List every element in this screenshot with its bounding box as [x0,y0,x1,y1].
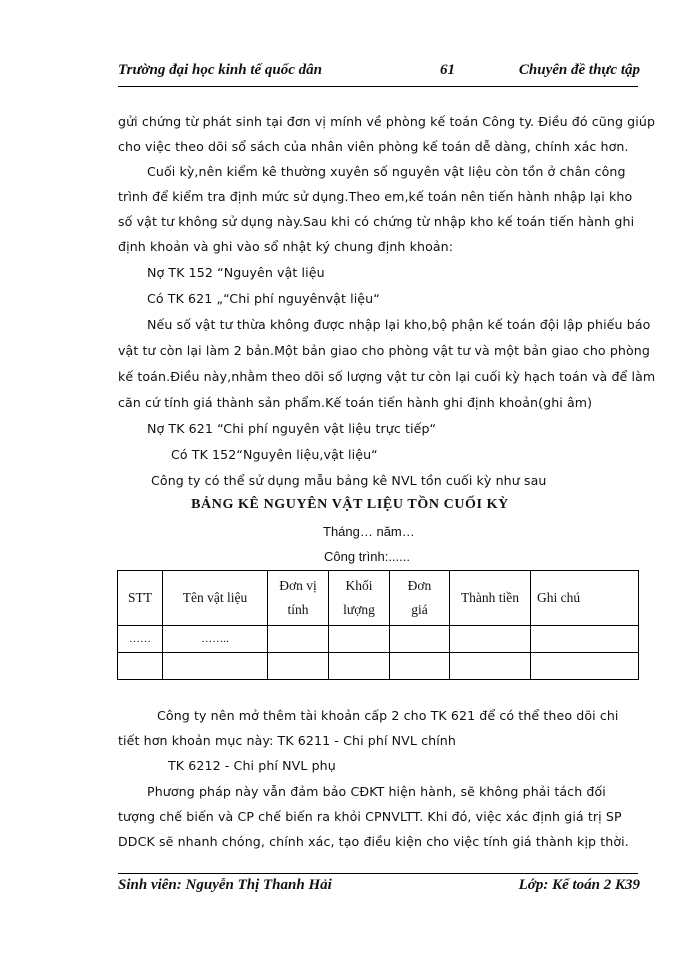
form-month-line: Tháng… năm… [323,524,415,539]
body-line: TK 6212 - Chi phí NVL phụ [168,758,336,773]
body-line: số vật tư không sử dụng này.Sau khi có chứng từ nhập kho kế toán tiến hành ghi [118,214,635,229]
col-header-stt: STT [118,571,163,626]
cell-unit [268,626,329,653]
body-line: tượng chế biến và CP chế biến ra khỏi CPNVLTT. Khi đó, việc xác định giá trị SP [118,809,622,824]
body-line: Cuối kỳ,nên kiểm kê thường xuyên số nguyên vật liệu còn tồn ở chân công [147,164,626,179]
body-line: trình để kiểm tra định mức sử dụng.Theo em,kế toán nên tiến hành nhập lại kho [118,189,633,204]
col-header-quantity: Khối lượng [329,571,390,626]
cell-note [531,626,639,653]
header-report-type: Chuyên đề thực tập [518,62,640,78]
col-header-note: Ghi chú [531,571,639,626]
body-line: Có TK 152“Nguyên liệu,vật liệu“ [171,447,378,462]
cell-empty [268,653,329,680]
body-line: tiết hơn khoản mục này: TK 6211 - Chi phí NVL chính [118,733,456,748]
footer-student: Sinh viên: Nguyễn Thị Thanh Hải [118,877,332,893]
col-header-unit: Đơn vị tính [268,571,329,626]
cell-empty [450,653,531,680]
body-line: cho việc theo dõi sổ sách của nhân viên phòng kế toán dễ dàng, chính xác hơn. [118,139,629,154]
body-line: Công ty nên mở thêm tài khoản cấp 2 cho TK 621 để có thể theo dõi chi [157,708,619,723]
inventory-table [117,570,639,680]
cell-stt: …… [118,626,163,653]
cell-empty [329,653,390,680]
cell-price [390,626,450,653]
col-header-name: Tên vật liệu [163,571,268,626]
col-header-amount: Thành tiền [450,571,531,626]
footer-class: Lớp: Kế toán 2 K39 [518,877,640,893]
body-line: căn cứ tính giá thành sản phẩm.Kế toán tiến hành ghi định khoản(ghi âm) [118,395,593,410]
body-line: Có TK 621 „“Chi phí nguyênvật liệu“ [147,291,380,306]
cell-empty [531,653,639,680]
form-project-line: Công trình:...... [324,549,410,564]
body-line: kế toán.Điều này,nhằm theo dõi số lượng vật tư còn lại cuối kỳ hạch toán và để làm [118,369,656,384]
table-row [118,653,639,680]
footer-rule [118,873,638,874]
body-line: Phương pháp này vẫn đảm bảo CĐKT hiện hành, sẽ không phải tách đối [147,784,606,799]
cell-amount [450,626,531,653]
cell-empty [390,653,450,680]
cell-name: …….. [163,626,268,653]
col-header-price: Đơn giá [390,571,450,626]
body-line: Nợ TK 152 “Nguyên vật liệu [147,265,325,280]
body-line: định khoản và ghi vào sổ nhật ký chung định khoản: [118,239,454,254]
cell-empty [163,653,268,680]
cell-empty [118,653,163,680]
body-line: DDCK sẽ nhanh chóng, chính xác, tạo điều kiện cho việc tính giá thành kịp thời. [118,834,629,849]
body-line: Nợ TK 621 “Chi phí nguyên vật liệu trực tiếp“ [147,421,437,436]
page-footer [118,877,640,899]
header-page-number: 61 [440,62,455,78]
body-line: vật tư còn lại làm 2 bản.Một bản giao cho phòng vật tư và một bản giao cho phòng [118,343,650,358]
form-title: BẢNG KÊ NGUYÊN VẬT LIỆU TỒN CUỐI KỲ [191,497,509,512]
body-line: Nếu số vật tư thừa không được nhập lại kho,bộ phận kế toán đội lập phiếu báo [147,317,651,332]
page-header [118,62,640,84]
body-line: gửi chứng từ phát sinh tại đơn vị mính về phòng kế toán Công ty. Điều đó cũng giúp [118,114,656,129]
table-header-row [118,571,639,626]
header-university: Trường đại học kinh tế quốc dân [118,62,323,78]
table-row [118,626,639,653]
header-rule [118,86,638,87]
body-line: Công ty có thể sử dụng mẫu bảng kê NVL tồn cuối kỳ như sau [151,473,547,488]
cell-quantity [329,626,390,653]
